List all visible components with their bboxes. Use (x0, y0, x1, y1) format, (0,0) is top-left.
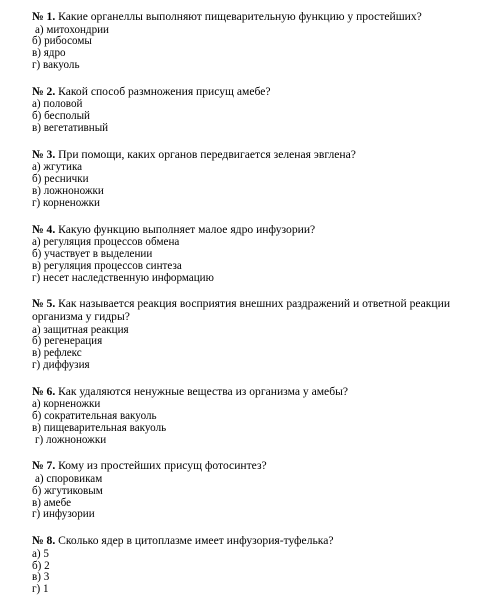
question-7-option-b: б) жгутиковым (32, 484, 103, 497)
question-2-prompt: Какой способ размножения присущ амебе? (58, 84, 271, 98)
question-5-prompt: Как называется реакция восприятия внешних раздражений и ответной реакции организма у гидры? (32, 297, 451, 323)
question-7 (32, 460, 500, 521)
question-8-option-a: а) 5 (32, 547, 49, 560)
question-8-option-d: г) 1 (32, 583, 49, 596)
question-6 (32, 386, 500, 447)
question-3 (32, 149, 500, 210)
question-6-text (32, 386, 496, 399)
question-6-number: № 6. (32, 384, 56, 398)
question-5-option-c: в) рефлекс (32, 347, 82, 360)
question-1-option-a: а) митохондрии (35, 23, 109, 36)
question-7-option-a: а) споровикам (35, 473, 103, 486)
question-2-option-b: б) бесполый (32, 110, 90, 123)
question-4-text (32, 224, 496, 237)
question-4-prompt: Какую функцию выполняет малое ядро инфузории? (58, 222, 316, 236)
question-7-number: № 7. (32, 459, 56, 473)
question-1-option-d: г) вакуоль (32, 58, 80, 71)
question-4-option-d: г) несет наследственную информацию (32, 271, 214, 284)
question-1-prompt: Какие органеллы выполняют пищеварительную функцию у простейших? (58, 10, 422, 23)
question-6-prompt: Как удаляются ненужные вещества из организма у амебы? (58, 384, 349, 398)
question-8 (32, 535, 500, 596)
question-7-text (32, 460, 496, 473)
question-7-option-c: в) амебе (32, 496, 71, 509)
question-1 (32, 11, 500, 72)
question-4-option-c: в) регуляция процессов синтеза (32, 259, 182, 272)
question-5 (32, 298, 500, 371)
question-5-option-d: г) диффузия (32, 358, 90, 371)
question-6-option-d: г) ложноножки (35, 433, 107, 446)
question-1-option-b: б) рибосомы (32, 35, 92, 48)
question-8-text (32, 535, 496, 548)
question-6-option-c: в) пищеварительная вакуоль (32, 421, 167, 434)
question-3-prompt: При помощи, каких органов передвигается зеленая эвглена? (58, 147, 356, 161)
question-5-number: № 5. (32, 297, 56, 311)
question-7-option-d: г) инфузории (32, 508, 95, 521)
question-8-option-c: в) 3 (32, 571, 50, 584)
question-8-number: № 8. (32, 534, 56, 548)
question-5-option-a: а) защитная реакция (32, 323, 129, 336)
question-3-option-c: в) ложноножки (32, 184, 104, 197)
question-4-option-a: а) регуляция процессов обмена (32, 236, 180, 249)
question-4-number: № 4. (32, 222, 56, 236)
question-3-option-a: а) жгутика (32, 161, 83, 174)
question-2-number: № 2. (32, 84, 56, 98)
question-6-option-b: б) сократительная вакуоль (32, 410, 157, 423)
question-4 (32, 224, 500, 285)
question-1-option-c: в) ядро (32, 47, 66, 60)
question-6-option-a: а) корненожки (32, 398, 101, 411)
question-3-option-b: б) реснички (32, 173, 89, 186)
question-1-number: № 1. (32, 10, 56, 23)
question-2 (32, 86, 500, 135)
question-5-text (32, 298, 496, 323)
question-3-number: № 3. (32, 147, 56, 161)
question-7-prompt: Кому из простейших присущ фотосинтез? (58, 459, 267, 473)
question-2-option-c: в) вегетативный (32, 121, 109, 134)
question-4-option-b: б) участвует в выделении (32, 247, 153, 260)
question-3-text (32, 149, 496, 162)
question-3-option-d: г) корненожки (32, 196, 100, 209)
question-8-option-b: б) 2 (32, 559, 50, 572)
question-2-option-a: а) половой (32, 98, 83, 111)
question-2-text (32, 86, 496, 99)
question-5-option-b: б) регенерация (32, 335, 103, 348)
question-8-prompt: Сколько ядер в цитоплазме имеет инфузория-туфелька? (58, 534, 334, 548)
question-1-text (32, 11, 496, 24)
